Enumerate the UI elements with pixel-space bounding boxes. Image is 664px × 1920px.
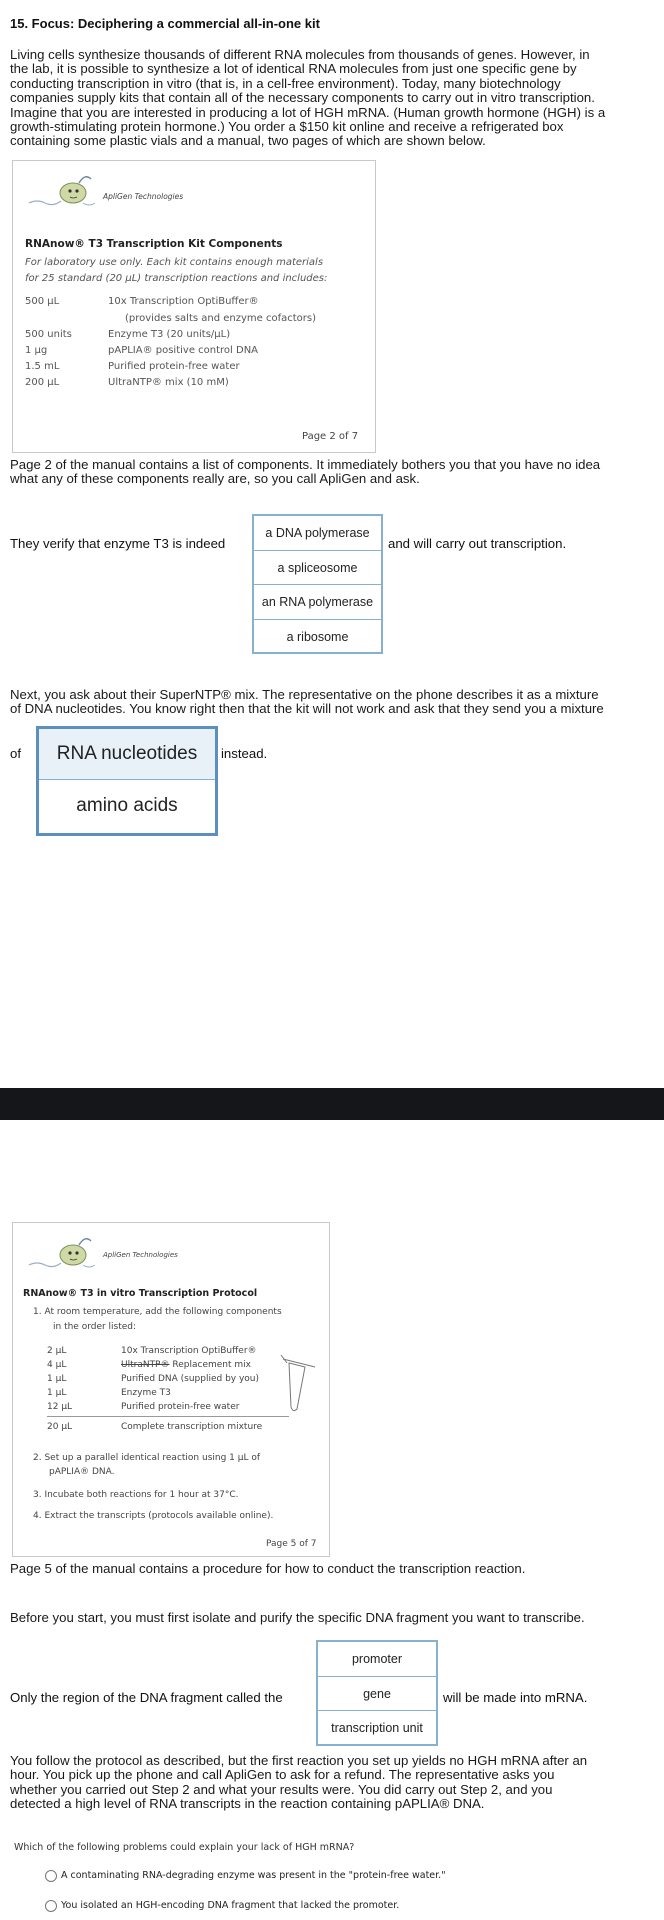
para-line: detected a high level of RNA transcripts in the reaction containing pAPLIA® DNA. [10,1796,485,1812]
para-line: what any of these components really are, so you call ApliGen and ask. [10,471,420,487]
next-paragraph [10,688,658,717]
step3-text: 3. Incubate both reactions for 1 hour at 37°C. [33,1490,239,1500]
para-line: of DNA nucleotides. You know right then that the kit will not work and ask that they send you a mixture [10,701,604,717]
protocol-total-item: Complete transcription mixture [121,1422,263,1432]
subtitle-line: for 25 standard (20 µL) transcription reactions and includes: [25,273,328,284]
company-name: ApliGen Technologies [103,1251,178,1259]
question-heading: 15. Focus: Deciphering a commercial all-in-one kit [10,16,320,31]
protocol-qty: 2 µL [47,1346,67,1356]
component-qty: 1 µg [25,345,48,356]
component-qty: 200 µL [25,377,60,388]
q2-option-amino-acids[interactable]: amino acids [76,795,178,816]
q3-option-transcription-unit[interactable]: transcription unit [331,1720,423,1735]
divider [47,1416,289,1417]
before-start-text: Before you start, you must first isolate and purify the specific DNA fragment you want to transcribe. [10,1610,585,1625]
q1-option-spliceosome[interactable]: a spliceosome [254,551,381,585]
after-page2-paragraph [10,458,658,487]
step-line: 2. Set up a parallel identical reaction using 1 µL of [33,1453,261,1463]
company-name: ApliGen Technologies [103,192,184,201]
protocol-qty: 1 µL [47,1374,67,1384]
step-line: in the order listed: [53,1322,137,1332]
struck-text: UltraNTP® [121,1360,170,1370]
step4-text: 4. Extract the transcripts (protocols available online). [33,1511,274,1521]
q4-radio-option-1[interactable] [45,1870,57,1882]
protocol-item [121,1360,251,1370]
component-qty: 500 units [25,329,72,340]
para-line: Page 2 of the manual contains a list of components. It immediately bothers you that you have no idea [10,457,601,472]
page-number: Page 2 of 7 [302,431,359,442]
intro-line: growth-stimulating protein hormone.) You order a $150 kit online and receive a refrigerated box [10,119,564,135]
q3-option-promoter[interactable]: promoter [318,1642,436,1677]
protocol-total-qty: 20 µL [47,1422,73,1432]
component-item: UltraNTP® mix (10 mM) [108,377,229,388]
q1-dropdown[interactable] [252,514,383,654]
component-item: Enzyme T3 (20 units/µL) [108,329,231,340]
intro-line: Living cells synthesize thousands of different RNA molecules from thousands of genes. However, in [10,47,590,62]
replacement-text: Replacement mix [172,1360,251,1370]
protocol-item: Enzyme T3 [121,1388,171,1398]
para-line: Next, you ask about their SuperNTP® mix. The representative on the phone describes it as a mixture [10,687,599,702]
q3-suffix: will be made into mRNA. [443,1690,588,1705]
component-item: Purified protein-free water [108,361,240,372]
component-item-note: (provides salts and enzyme cofactors) [125,313,317,324]
page-number: Page 5 of 7 [266,1539,317,1549]
q4-radio-option-2[interactable] [45,1900,57,1912]
q3-prompt: Only the region of the DNA fragment called the [10,1690,283,1705]
q2-dropdown[interactable] [36,726,218,836]
bacterium-logo-icon [27,1231,97,1273]
q3-dropdown[interactable] [316,1640,438,1746]
manual-page-5 [12,1222,330,1557]
subtitle-line: For laboratory use only. Each kit contains enough materials [25,257,324,268]
protocol-item: 10x Transcription OptiBuffer® [121,1346,257,1356]
q2-prefix: of [10,746,21,761]
q3-option-gene[interactable]: gene [318,1677,436,1711]
q4-option-2-label[interactable]: You isolated an HGH-encoding DNA fragment that lacked the promoter. [61,1900,400,1911]
tube-icon [275,1353,319,1413]
intro-line: the lab, it is possible to synthesize a lot of identical RNA molecules from just one specific gene by [10,61,577,77]
component-item: 10x Transcription OptiBuffer® [108,296,259,307]
para-line: whether you carried out Step 2 and what your results were. You did carry out Step 2, and you [10,1781,553,1797]
q1-suffix: and will carry out transcription. [388,536,567,551]
bacterium-logo-icon [27,169,97,211]
q2-suffix: instead. [221,746,268,761]
protocol-qty: 4 µL [47,1360,67,1370]
step1-text [33,1305,282,1335]
intro-paragraph [10,48,658,149]
protocol-item: Purified protein-free water [121,1402,240,1412]
component-qty: 500 µL [25,296,60,307]
intro-line: conducting transcription in vitro (that is, in a cell-free environment). Today, many biotechnology [10,75,561,91]
step2-text [33,1451,260,1479]
manual-title: RNAnow® T3 in vitro Transcription Protocol [23,1288,258,1299]
intro-line: companies supply kits that contain all of the necessary components to carry out in vitro transcription. [10,90,595,106]
manual-subtitle [25,255,327,287]
manual-title: RNAnow® T3 Transcription Kit Components [25,238,283,250]
after-page5-text: Page 5 of the manual contains a procedure for how to conduct the transcription reaction. [10,1561,526,1576]
q4-option-1-label[interactable]: A contaminating RNA-degrading enzyme was present in the "protein-free water." [61,1870,446,1881]
intro-line: Imagine that you are interested in producing a lot of HGH mRNA. (Human growth hormone (HGH) is a [10,104,606,120]
para-line: hour. You pick up the phone and call ApliGen to ask for a refund. The representative asks you [10,1767,555,1783]
page-break-band [0,1088,664,1120]
protocol-qty: 1 µL [47,1388,67,1398]
q1-option-dna-polymerase[interactable]: a DNA polymerase [254,516,381,551]
intro-line: containing some plastic vials and a manual, two pages of which are shown below. [10,133,486,149]
manual-page-2 [12,160,376,453]
q1-option-rna-polymerase[interactable]: an RNA polymerase [254,585,381,620]
component-qty: 1.5 mL [25,361,60,372]
protocol-item: Purified DNA (supplied by you) [121,1374,260,1384]
protocol-qty: 12 µL [47,1402,73,1412]
q4-prompt: Which of the following problems could explain your lack of HGH mRNA? [14,1842,355,1853]
q2-option-rna-nucleotides[interactable]: RNA nucleotides [39,729,215,780]
q1-prompt: They verify that enzyme T3 is indeed [10,536,226,551]
follow-paragraph [10,1754,658,1812]
para-line: You follow the protocol as described, but the first reaction you set up yields no HGH mRNA after an [10,1753,588,1768]
q1-option-ribosome[interactable]: a ribosome [286,629,349,644]
step-line: 1. At room temperature, add the following components [33,1307,282,1317]
component-item: pAPLIA® positive control DNA [108,345,259,356]
step-line: pAPLIA® DNA. [49,1467,115,1477]
